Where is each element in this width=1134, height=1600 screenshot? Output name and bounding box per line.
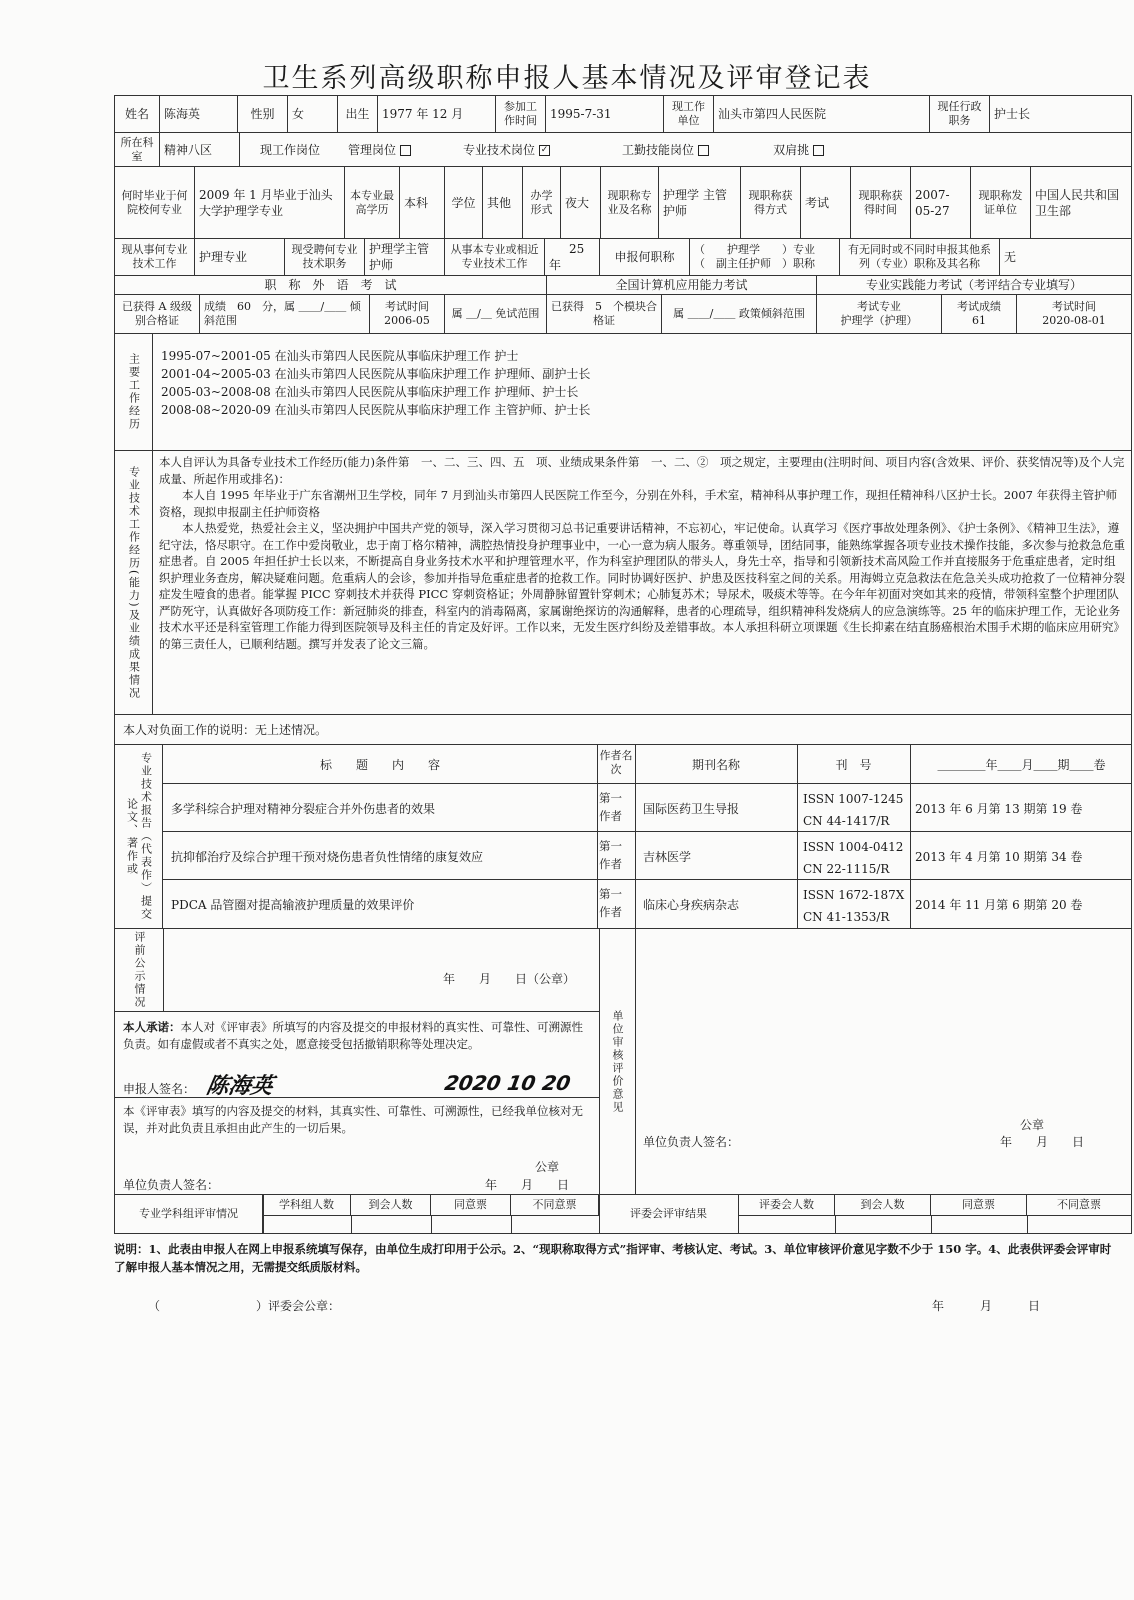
degree-value: 其他 — [483, 167, 523, 238]
title-name-label: 现职称专业及名称 — [601, 167, 659, 238]
post-worker-option: 工勤技能岗位 — [622, 142, 709, 158]
paper-cn: CN 41-1353/R — [803, 910, 890, 924]
apply-label: 申报何职称 — [600, 239, 690, 275]
grad-value: 2009 年 1 月毕业于汕头大学护理学专业 — [195, 167, 345, 238]
papers-header-title: 标 题 内 容 — [319, 758, 440, 772]
unit-confirmation: 本《评审表》填写的内容及提交的材料，其真实性、可靠性、可溯源性，已经我单位核对无误，并对此负责且承担由此产生的一切后果。 — [123, 1104, 583, 1135]
degree-label: 学位 — [445, 167, 483, 238]
practice-time-label: 考试时间 — [1052, 300, 1096, 313]
result-col: 同意票 — [931, 1195, 1027, 1215]
computer-policy: 属 ＿＿/＿＿ 政策倾斜范围 — [662, 295, 817, 333]
foreign-score: 成绩 60 分，属 ＿＿/＿＿ 倾斜范围 — [200, 295, 370, 333]
achievement-paragraph-1: 本人自 1995 年毕业于广东省潮州卫生学校，同年 7 月到汕头市第四人民医院工作至今，分别在外科，手术室，精神科从事护理工作，现担任精神科八区护士长。2007 年获得主管护师资格，现拟申报副主任护师资格 — [159, 488, 1118, 519]
papers-header-issn: 刊 号 — [835, 758, 872, 772]
foreign-exam-header: 职 称 外 语 考 试 — [115, 276, 547, 294]
papers-header-date: ＿＿＿＿年＿＿月＿＿期＿＿卷 — [937, 758, 1106, 772]
paper-title: PDCA 品管圈对提高输液护理质量的效果评价 — [171, 898, 415, 912]
subject-group-label: 专业学科组评审情况 — [115, 1195, 263, 1233]
applicant-sign-date: 2020 10 20 — [442, 1071, 573, 1095]
form-title: 卫生系列高级职称申报人基本情况及评审登记表 — [262, 63, 872, 94]
title-time-value: 2007-05-27 — [911, 167, 971, 238]
paper-date: 2013 年 6 月第 13 期第 19 卷 — [915, 802, 1083, 816]
work-history-item: 2008-08~2020-09 在汕头市第四人民医院从事临床护理工作 主管护师、护士长 — [161, 403, 591, 417]
achievement-intro: 本人自评认为具备专业技术工作经历(能力)条件第 一、二、三、四、五 项、业绩成果条件第 一、二、② 项之规定，主要理由(注明时间、项目内容(含效果、评价、获奖情况等)及个人完成量、所起作用或排名)： — [159, 455, 1125, 486]
work-start-label: 参加工作时间 — [496, 96, 546, 132]
achievement-label: 专业技术工作经历(能力)及业绩成果情况 — [115, 451, 153, 714]
apply-specialty: （ 护理学 ）专业 — [694, 243, 815, 256]
basic-info-row-4 — [114, 238, 1132, 276]
years-value: 25 — [569, 242, 585, 256]
unit-review-date: 年 月 日 — [1000, 1135, 1085, 1149]
practice-time-value: 2020-08-01 — [1042, 314, 1106, 327]
paper-author-rank: 第一作者 — [599, 839, 622, 871]
unit-review-sign-label: 单位负责人签名： — [643, 1135, 740, 1149]
gender-value: 女 — [288, 96, 338, 132]
title-name-value: 护理学 主管护师 — [659, 167, 741, 238]
paper-issn: ISSN 1672-187X — [803, 888, 905, 902]
foreign-time-label: 考试时间 — [385, 300, 429, 313]
checkbox-icon — [400, 145, 411, 156]
practice-spec-label: 考试专业 — [857, 300, 901, 313]
birth-label: 出生 — [338, 96, 378, 132]
subject-col: 学科组人数 — [263, 1195, 351, 1215]
basic-info-row-1 — [114, 95, 1132, 133]
other-value: 无 — [1004, 250, 1017, 264]
practice-score-label: 考试成绩 — [957, 300, 1001, 313]
negative-statement: 本人对负面工作的说明：无上述情况。 — [123, 723, 328, 737]
foreign-level: 已获得 A 级级别合格证 — [115, 295, 200, 333]
issuer-value: 中国人民共和国卫生部 — [1035, 187, 1120, 218]
paper-journal: 国际医药卫生导报 — [643, 802, 740, 816]
work-history-item: 2001-04~2005-03 在汕头市第四人民医院从事临床护理工作 护理师、副护士长 — [161, 367, 591, 381]
public-notice-date: 年 月 日（公章） — [443, 972, 576, 986]
employer-value: 汕头市第四人民医院 — [714, 96, 930, 132]
paper-date: 2014 年 11 月第 6 期第 20 卷 — [915, 898, 1083, 912]
checked-checkbox-icon: ✓ — [540, 144, 549, 155]
work-history-item: 2005-03~2008-08 在汕头市第四人民医院从事临床护理工作 护理师、护士长 — [161, 385, 579, 399]
exam-header-row — [114, 275, 1132, 295]
paper-title: 抗抑郁治疗及综合护理干预对烧伤患者负性情绪的康复效应 — [171, 850, 484, 864]
unit-seal-label: 公章 — [535, 1160, 560, 1174]
committee-seal-date: 年 月 日 — [932, 1299, 1041, 1313]
result-col: 到会人数 — [835, 1195, 931, 1215]
checkbox-icon — [698, 145, 709, 156]
papers-header-journal: 期刊名称 — [691, 758, 740, 772]
unit-review-seal: 公章 — [1020, 1118, 1045, 1132]
achievement-section — [114, 450, 1132, 715]
admin-post-label: 现任行政职务 — [930, 96, 990, 132]
unit-date: 年 月 日 — [485, 1178, 570, 1192]
practice-spec-value: 护理学（护理） — [840, 314, 918, 327]
mode-label: 办学形式 — [523, 167, 561, 238]
name-label: 姓名 — [115, 96, 160, 132]
grad-label: 何时毕业于何院校何专业 — [115, 167, 195, 238]
hired-value: 护理学主管护师 — [365, 239, 445, 275]
review-section — [114, 928, 1132, 1195]
issuer-label: 现职称发证单位 — [971, 167, 1031, 238]
checkbox-icon — [813, 145, 824, 156]
other-label: 有无同时或不同时申报其他系列（专业）职称及其名称 — [840, 239, 1000, 275]
unit-review-label: 单位审核评价意见 — [611, 1009, 624, 1114]
computer-modules: 已获得 5 个模块合格证 — [547, 295, 662, 333]
applicant-signature: 陈海英 — [204, 1074, 275, 1099]
paper-journal: 吉林医学 — [643, 850, 692, 864]
paper-issn: ISSN 1007-1245 — [803, 792, 904, 806]
admin-post-value: 护士长 — [994, 107, 1031, 121]
basic-info-row-2 — [114, 132, 1132, 167]
title-time-label: 现职称获得时间 — [851, 167, 911, 238]
birth-value: 1977 年 12 月 — [378, 96, 496, 132]
committee-seal-label: （ ）评委会公章： — [148, 1299, 341, 1313]
work-history-section — [114, 333, 1132, 451]
committee-row — [114, 1194, 1132, 1234]
exempt-range: 属 ＿/＿ 免试范围 — [445, 295, 547, 333]
subject-col: 不同意票 — [511, 1195, 599, 1215]
promise-title: 本人承诺： — [123, 1020, 181, 1034]
basic-info-row-3 — [114, 166, 1132, 239]
promise-text: 本人对《评审表》所填写的内容及提交的申报材料的真实性、可靠性、可溯源性负责。如有虚假或者不真实之处，愿意接受包括撤销职称等处理决定。 — [123, 1020, 583, 1051]
negative-statement-row — [114, 714, 1132, 745]
applicant-sign-label: 申报人签名： — [123, 1082, 196, 1096]
paper-cn: CN 44-1417/R — [803, 814, 890, 828]
post-dual-option: 双肩挑 — [773, 142, 824, 158]
employer-label: 现工作单位 — [664, 96, 714, 132]
paper-issn: ISSN 1004-0412 — [803, 840, 904, 854]
foreign-time-value: 2006-05 — [384, 314, 430, 327]
edu-label: 本专业最高学历 — [345, 167, 400, 238]
paper-author-rank: 第一作者 — [599, 887, 622, 919]
post-tech-option: 专业技术岗位 ✓ — [463, 142, 549, 157]
papers-label: 专业技术报告（代表作）提交论文、著作或 — [115, 745, 163, 928]
apply-title: （ 副主任护师 ）职称 — [694, 257, 815, 270]
name-value: 陈海英 — [160, 96, 238, 132]
title-way-value: 考试 — [801, 167, 851, 238]
committee-result-label: 评委会评审结果 — [599, 1195, 739, 1233]
hired-label: 现受聘何专业技术职务 — [285, 239, 365, 275]
computer-exam-header: 全国计算机应用能力考试 — [547, 276, 817, 294]
public-notice-label: 评前公示情况 — [133, 931, 146, 1009]
result-col: 评委会人数 — [739, 1195, 835, 1215]
field-label: 现从事何专业技术工作 — [115, 239, 195, 275]
work-history-item: 1995-07~2001-05 在汕头市第四人民医院从事临床护理工作 护士 — [161, 349, 519, 363]
work-history-label: 主要工作经历 — [115, 334, 153, 450]
unit-leader-sign-label: 单位负责人签名： — [123, 1178, 220, 1192]
title-way-label: 现职称获得方式 — [741, 167, 801, 238]
years-unit: 年 — [549, 258, 562, 272]
form-notes: 说明：1、此表由申报人在网上申报系统填写保存，由单位生成打印用于公示。2、“现职称取得方式”指评审、考核认定、考试。3、单位审核评价意见字数不少于 150 字。4、此表供评委会评审时了解申报人基本情况之用，无需提交纸质版材料。 — [114, 1242, 1112, 1274]
post-label: 现工作岗位 — [260, 142, 321, 157]
post-mgmt-option: 管理岗位 — [348, 142, 411, 158]
papers-header-author: 作者名次 — [599, 749, 633, 776]
paper-author-rank: 第一作者 — [599, 791, 622, 823]
gender-label: 性别 — [238, 96, 288, 132]
papers-section — [114, 744, 1132, 929]
subject-col: 同意票 — [431, 1195, 511, 1215]
achievement-paragraph-2: 本人热爱党，热爱社会主义，坚决拥护中国共产党的领导，深入学习贯彻习总书记重要讲话精神，不忘初心，牢记使命。认真学习《医疗事故处理条例》、《护士条例》、《精神卫生法》，遵纪守法，恪尽职守。在工作中爱岗敬业，忠于南丁格尔精神，满腔热情投身护理事业中，一心一意为病人服务。尊重领导，团结同事，能熟练掌握各项专业技术操作技能，多次参与抢救急危重症患者。自 2005 年担任护士长以来，不断提高自身业务技术水平和护理管理水平，作为科室护理团队的带头人，身先士卒，指导和引领新技术高风险工作并直接服务于危重症患者，定时组织护理业务查房，解决疑难问题。危重病人的会诊，参加并指导危重症患者的抢救工作。同时协调好医护、护患及医技科室之间的关系。用海姆立克急救法在危急关头成功抢救了一位精神分裂症发生噎食的患者。能掌握 PICC 穿刺技术并获得 PICC 穿刺资格证；外周静脉留置针穿刺术；心肺复苏术；导尿术，吸痰术等等。在今年年初面对突如其来的疫情，带领科室整个护理团队严防死守，认真做好各项防疫工作：新冠肺炎的排查，科室内的消毒隔离，家属谢绝探访的沟通解释，患者的心理疏导，组织精神科发烧病人的应急演练等。25 年的临床护理工作，无论业务技术水平还是科室管理工作能力得到医院领导及科主任的肯定及好评。工作以来，无发生医疗纠纷及差错事故。本人承担科研立项课题《生长抑素在结直肠癌根治术围手术期的临床应用研究》的第三责任人，已顺利结题。撰写并发表了论文三篇。 — [159, 521, 1125, 651]
work-start-value: 1995-7-31 — [546, 96, 664, 132]
practice-score-value: 61 — [972, 314, 986, 327]
paper-date: 2013 年 4 月第 10 期第 34 卷 — [915, 850, 1083, 864]
practice-exam-header: 专业实践能力考试（考评结合专业填写） — [865, 278, 1082, 292]
mode-value: 夜大 — [561, 167, 601, 238]
dept-value: 精神八区 — [160, 133, 240, 166]
edu-value: 本科 — [400, 167, 445, 238]
paper-title: 多学科综合护理对精神分裂症合并外伤患者的效果 — [171, 802, 436, 816]
years-label: 从事本专业或相近专业技术工作 — [445, 239, 545, 275]
result-col: 不同意票 — [1057, 1198, 1101, 1211]
paper-cn: CN 22-1115/R — [803, 862, 890, 876]
subject-col: 到会人数 — [351, 1195, 431, 1215]
paper-journal: 临床心身疾病杂志 — [643, 898, 740, 912]
field-value: 护理专业 — [195, 239, 285, 275]
dept-label: 所在科室 — [115, 133, 160, 166]
exam-detail-row — [114, 294, 1132, 334]
